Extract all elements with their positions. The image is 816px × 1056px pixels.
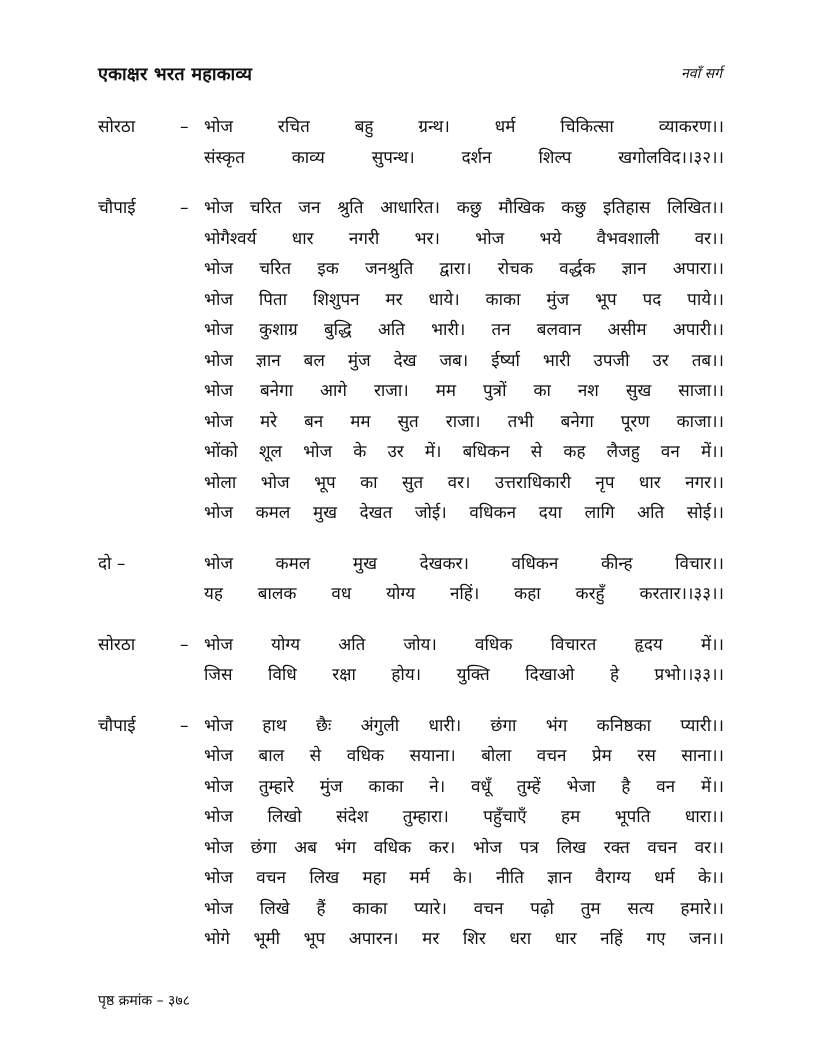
verse-line: जिस विधि रक्षा होय। युक्ति दिखाओ हे प्रभो।।३३।। [204,665,724,685]
stanza [98,630,724,691]
verse-line: भोज ज्ञान बल मुंज देख जब। ईर्ष्या भारी उपजी उर तब।। [204,350,724,371]
stanza [98,549,724,610]
verse-line: भोज लिखे हैं काका प्यारे। वचन पढ़ो तुम सत्य हमारे।। [204,898,724,919]
verse-lines [204,193,724,529]
meter-label: दो – [98,553,126,574]
verse-lines [204,711,724,955]
verse-line: भोज चरित जन श्रुति आधारित। कछु मौखिक कछु इतिहास लिखित।। [204,198,724,218]
verse-line: भोज हाथ छैः अंगुली धारी। छंगा भंग कनिष्ठका प्यारी।। [204,715,724,736]
meter-label: सोरठा [98,634,136,655]
verse-lines [204,112,724,173]
page-number: पृष्ठ क्रमांक – ३७८ [98,993,190,1009]
stanza [98,193,724,529]
verse-line: संस्कृत काव्य सुपन्थ। दर्शन शिल्प खगोलविद।।३२।। [204,147,724,168]
verse-line: भोगैश्वर्य धार नगरी भर। भोज भये वैभवशाली वर।। [204,228,724,249]
verse-line: भोज बनेगा आगे राजा। मम पुत्रों का नश सुख साजा।। [204,381,724,401]
verse-line: भोज छंगा अब भंग वधिक कर। भोज पत्र लिख रक्त वचन वर।। [204,837,724,858]
verse-line: भोज तुम्हारे मुंज काका ने। वधूँ तुम्हें भेजा है वन में।। [204,776,724,797]
verse-line: भोज कमल मुख देखकर। वधिकन कीन्ह विचार।। [204,553,724,574]
verse-line: भोला भोज भूप का सुत वर। उत्तराधिकारी नृप धार नगर।। [204,472,724,493]
verse-lines [204,630,724,691]
verse-line: भोज कुशाग्र बुद्धि अति भारी। तन बलवान असीम अपारी।। [204,320,724,340]
verse-line: भोज मरे बन मम सुत राजा। तभी बनेगा पूरण काजा।। [204,411,724,432]
verse-line: भोगे भूमी भूप अपारन। मर शिर धरा धार नहिं गए जन।। [204,929,724,949]
meter-dash: – [180,117,189,137]
verse-body [98,112,724,975]
verse-line: भोज लिखो संदेश तुम्हारा। पहुँचाएँ हम भूपति धारा।। [204,807,724,827]
verse-line: भोज बाल से वधिक सयाना। बोला वचन प्रेम रस साना।। [204,746,724,766]
verse-line: भोज पिता शिशुपन मर धाये। काका मुंज भूप पद पाये।। [204,289,724,310]
verse-line: भोंको शूल भोज के उर में। बधिकन से कह लैजहु वन में।। [204,442,724,462]
verse-line: भोज रचित बहु ग्रन्थ। धर्म चिकित्सा व्याकरण।। [204,117,724,137]
meter-label: चौपाई [98,715,136,736]
meter-label: सोरठा [98,117,136,137]
verse-line: यह बालक वध योग्य नहिं। कहा करहुँ करतार।।३३।। [204,584,724,604]
meter-dash [180,549,204,610]
verse-line: भोज वचन लिख महा मर्म के। नीति ज्ञान वैराग्य धर्म के।। [204,868,724,888]
verse-line: भोज कमल मुख देखत जोई। वधिकन दया लागि अति सोई।। [204,503,724,523]
verse-line: भोज चरित इक जनश्रुति द्वारा। रोचक वर्द्धक ज्ञान अपारा।। [204,259,724,279]
stanza [98,711,724,955]
verse-line: भोज योग्य अति जोय। वधिक विचारत हृदय में।। [204,634,724,655]
stanza [98,112,724,173]
meter-dash: – [180,198,189,218]
meter-label: चौपाई [98,198,136,218]
book-title: एकाक्षर भरत महाकाव्य [98,64,253,85]
meter-dash: – [180,715,189,736]
meter-dash: – [180,634,189,655]
chapter-title: नवाँ सर्ग [681,66,722,82]
page-header [98,62,722,88]
verse-lines [204,549,724,610]
